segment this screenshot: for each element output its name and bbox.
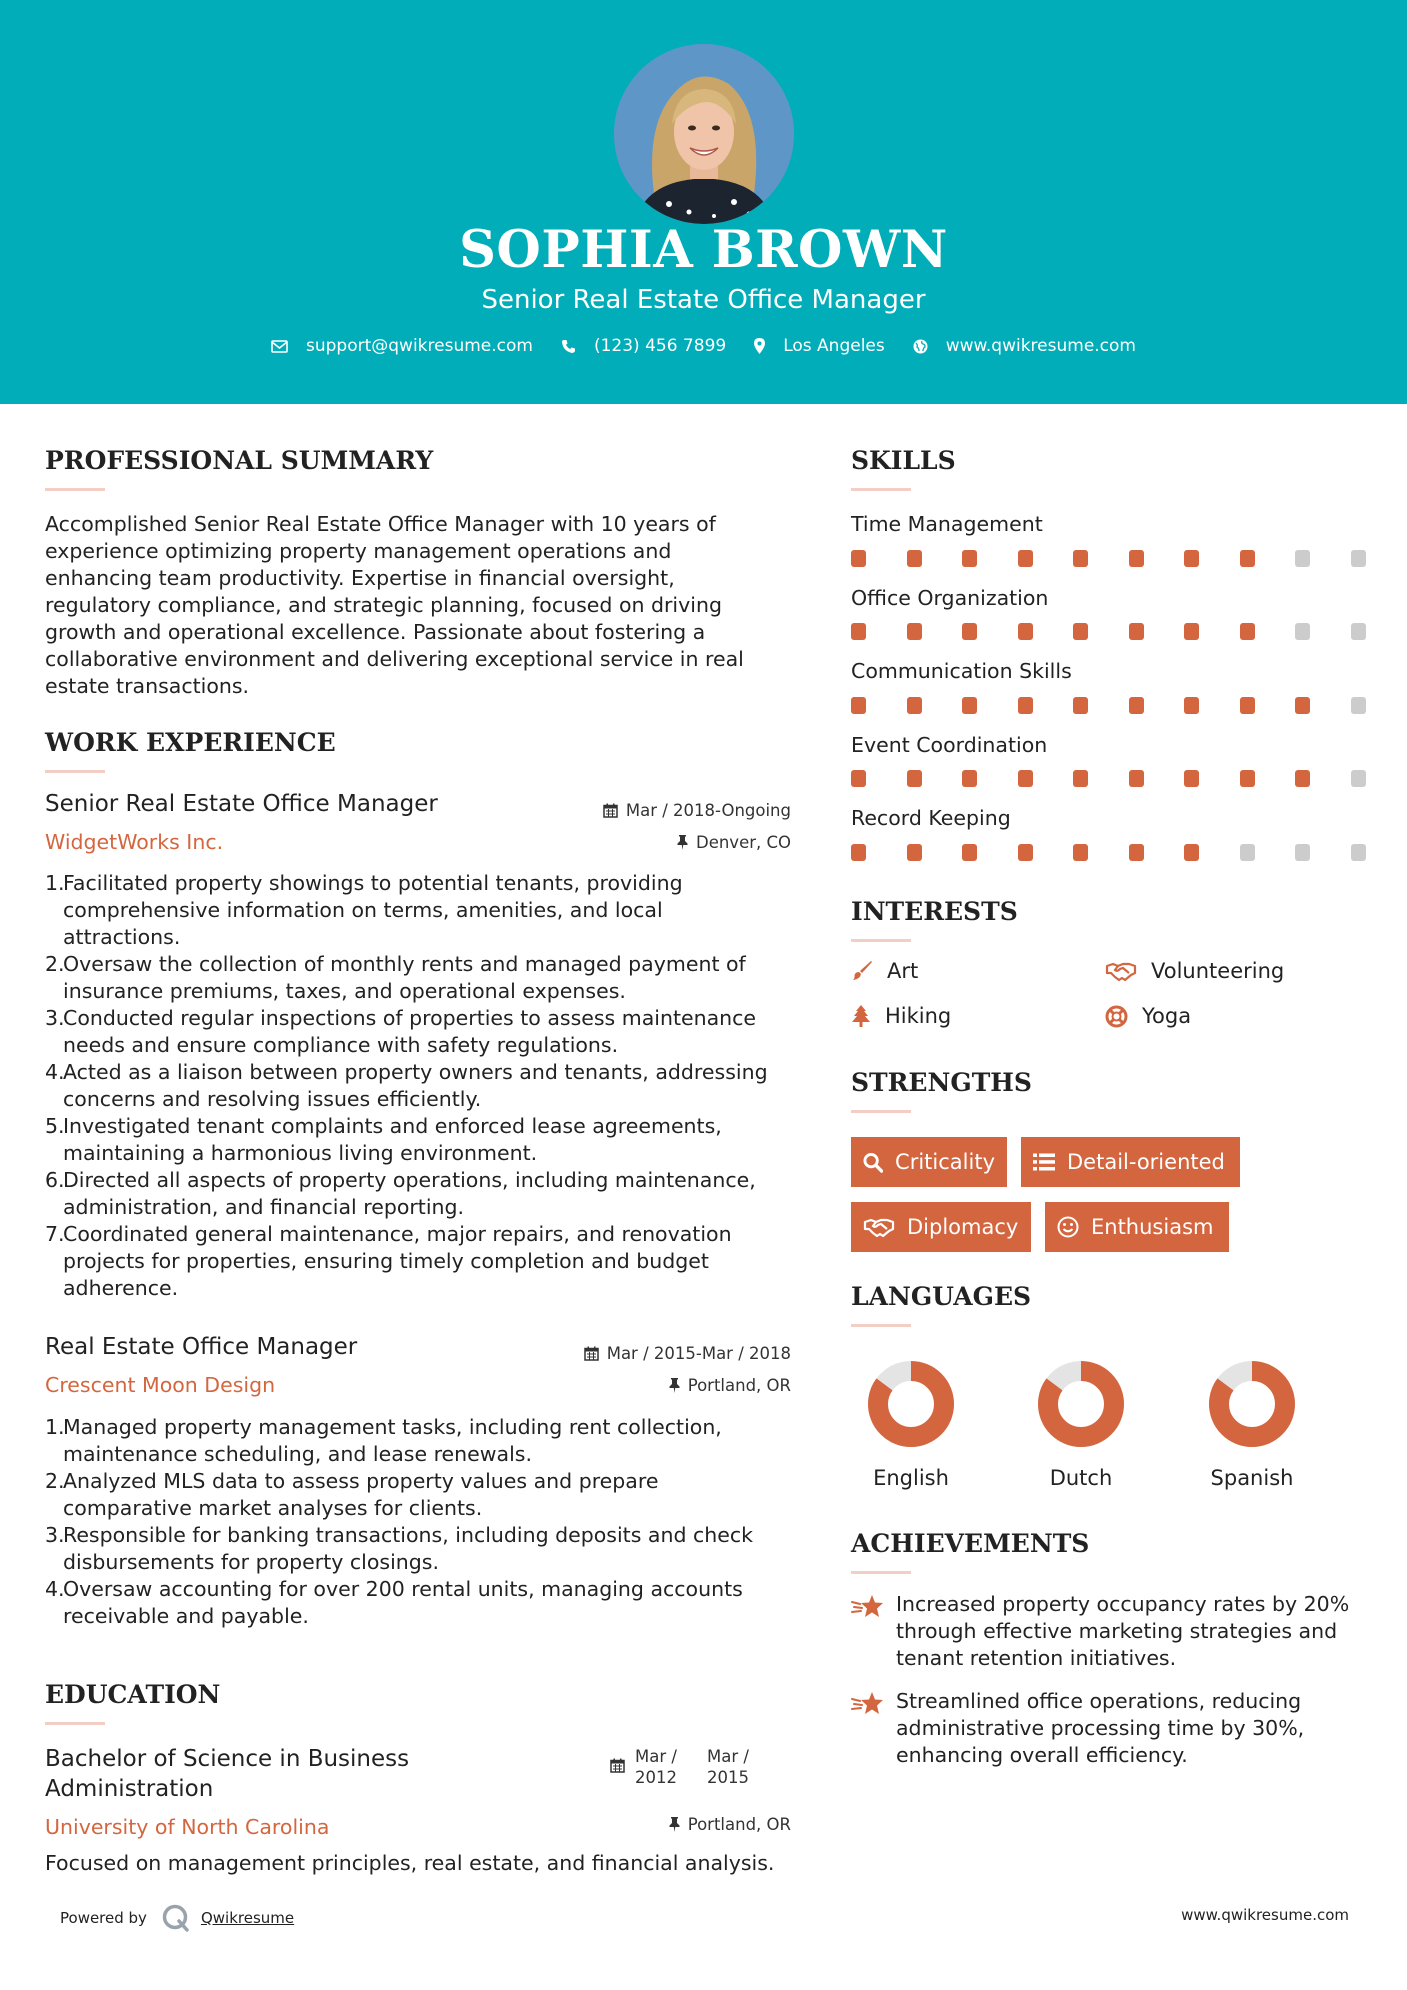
item-number: 4. — [45, 1577, 65, 1601]
skill-dot — [962, 623, 977, 640]
skill-rating — [851, 550, 1406, 567]
skill-name: Office Organization — [851, 586, 1049, 610]
skill-dot — [1351, 844, 1366, 861]
languages-divider — [851, 1324, 911, 1327]
powered-by — [60, 1903, 294, 1933]
skill-dot — [1129, 844, 1144, 861]
item-line: Responsible for banking transactions, including deposits and check — [63, 1523, 754, 1547]
item-line: Conducted regular inspections of properties to assess maintenance — [63, 1006, 757, 1030]
strengths-divider — [851, 1110, 911, 1113]
pushpin-icon — [669, 1817, 680, 1832]
skill-dot — [1295, 550, 1310, 567]
company-name: Crescent Moon Design — [45, 1373, 276, 1397]
list-icon — [1033, 1153, 1055, 1171]
skill-name: Time Management — [851, 512, 1043, 536]
globe-icon — [913, 339, 928, 354]
language-name: Spanish — [1210, 1466, 1294, 1490]
search-icon — [863, 1152, 883, 1173]
skill-dot — [1184, 770, 1199, 787]
calendar-icon — [610, 1758, 625, 1773]
achievement-item — [851, 1688, 1371, 1769]
school-name: University of North Carolina — [45, 1815, 330, 1839]
job-dates-text: Mar / 2015-Mar / 2018 — [606, 1344, 791, 1363]
skill-dot — [1240, 550, 1255, 567]
summary-line: enhancing team productivity. Expertise in financial oversight, — [45, 566, 675, 590]
experience-divider — [45, 770, 105, 773]
list-item — [45, 1468, 805, 1522]
skill-dot — [1184, 844, 1199, 861]
skill-dot — [1295, 770, 1310, 787]
skill-dot — [1018, 697, 1033, 714]
email-text: support@qwikresume.com — [306, 336, 533, 356]
item-line: attractions. — [63, 925, 181, 949]
item-number: 7. — [45, 1222, 65, 1246]
skill-dot — [851, 844, 866, 861]
end-line: Mar / — [707, 1747, 749, 1766]
skill-dot — [1073, 550, 1088, 567]
achievement-line: enhancing overall efficiency. — [896, 1743, 1188, 1767]
language-name: Dutch — [1049, 1466, 1113, 1490]
interest-label: Art — [887, 959, 919, 983]
list-item — [45, 870, 805, 951]
skill-dot — [907, 844, 922, 861]
list-item — [45, 1221, 805, 1302]
skill-dot — [907, 550, 922, 567]
item-line: projects for properties, ensuring timely completion and budget — [63, 1249, 709, 1273]
strength-tag — [1021, 1137, 1240, 1187]
item-number: 6. — [45, 1168, 65, 1192]
company-name: WidgetWorks Inc. — [45, 830, 224, 854]
achievements-heading: ACHIEVEMENTS — [851, 1529, 1090, 1558]
skill-dot — [962, 770, 977, 787]
item-line: administration, and financial reporting. — [63, 1195, 465, 1219]
skill-dot — [907, 697, 922, 714]
resume-header — [0, 0, 1407, 404]
skill-dot — [1018, 844, 1033, 861]
summary-divider — [45, 488, 105, 491]
candidate-title: Senior Real Estate Office Manager — [481, 285, 926, 315]
item-line: insurance premiums, taxes, and operational expenses. — [63, 979, 626, 1003]
powered-by-label: Powered by — [60, 1909, 147, 1927]
skill-dot — [851, 623, 866, 640]
candidate-name: SOPHIA BROWN — [459, 220, 948, 280]
interests-heading: INTERESTS — [851, 897, 1018, 926]
skill-dot — [1351, 623, 1366, 640]
skill-rating — [851, 697, 1406, 714]
interest-hiking — [851, 1004, 951, 1028]
list-item — [45, 1522, 805, 1576]
skill-dot — [1295, 623, 1310, 640]
item-number: 2. — [45, 952, 65, 976]
skill-dot — [1018, 550, 1033, 567]
shooting-star-icon — [851, 1593, 884, 1619]
calendar-icon — [584, 1346, 599, 1361]
skills-heading: SKILLS — [851, 446, 956, 475]
skill-name: Communication Skills — [851, 659, 1072, 683]
job-location — [677, 833, 791, 852]
end-line: 2015 — [707, 1768, 749, 1787]
website-text: www.qwikresume.com — [945, 336, 1136, 356]
interest-label: Volunteering — [1151, 959, 1285, 983]
paintbrush-icon — [851, 960, 873, 982]
item-number: 4. — [45, 1060, 65, 1084]
interest-volunteering — [1105, 959, 1284, 983]
skill-dot — [1018, 623, 1033, 640]
item-line: Oversaw accounting for over 200 rental units, managing accounts — [63, 1577, 743, 1601]
job-dates-text: Mar / 2018-Ongoing — [625, 801, 791, 820]
skill-dot — [1184, 697, 1199, 714]
summary-text — [45, 511, 805, 700]
handshake-icon — [863, 1216, 895, 1238]
item-line: concerns and resolving issues efficiently. — [63, 1087, 482, 1111]
start-line: 2012 — [635, 1768, 677, 1787]
item-line: Directed all aspects of property operations, including maintenance, — [63, 1168, 756, 1192]
skill-dot — [1351, 550, 1366, 567]
job-title: Senior Real Estate Office Manager — [45, 791, 438, 817]
shooting-star-icon — [851, 1690, 884, 1716]
education-divider — [45, 1722, 105, 1725]
skill-dot — [962, 550, 977, 567]
skill-name: Record Keeping — [851, 806, 1011, 830]
handshake-icon — [1105, 960, 1137, 982]
item-line: Acted as a liaison between property owners and tenants, addressing — [63, 1060, 768, 1084]
education-description: Focused on management principles, real estate, and financial analysis. — [45, 1851, 775, 1875]
skill-dot — [1129, 550, 1144, 567]
strength-tag — [851, 1202, 1031, 1252]
list-item — [45, 1059, 805, 1113]
item-number: 5. — [45, 1114, 65, 1138]
skill-rating — [851, 844, 1406, 861]
skill-dot — [1073, 770, 1088, 787]
smile-icon — [1057, 1216, 1079, 1238]
item-line: Coordinated general maintenance, major repairs, and renovation — [63, 1222, 732, 1246]
language-donut — [868, 1361, 954, 1447]
list-item — [45, 1005, 805, 1059]
summary-heading: PROFESSIONAL SUMMARY — [45, 446, 434, 475]
experience-heading: WORK EXPERIENCE — [45, 728, 336, 757]
strength-label: Detail-oriented — [1067, 1150, 1225, 1174]
contact-location — [754, 336, 885, 356]
item-line: maintaining a harmonious living environment. — [63, 1141, 538, 1165]
skill-dot — [907, 770, 922, 787]
item-number: 2. — [45, 1469, 65, 1493]
calendar-icon — [603, 803, 618, 818]
list-item — [45, 1113, 805, 1167]
item-number: 1. — [45, 1415, 65, 1439]
qwikresume-link[interactable]: Qwikresume — [200, 1909, 295, 1927]
strength-tag — [1045, 1202, 1229, 1252]
skill-dot — [851, 697, 866, 714]
item-line: maintenance scheduling, and lease renewals. — [63, 1442, 532, 1466]
achievement-line: Increased property occupancy rates by 20% — [896, 1592, 1350, 1616]
language-donut — [1209, 1361, 1295, 1447]
skill-rating — [851, 623, 1406, 640]
skill-dot — [851, 770, 866, 787]
strengths-heading: STRENGTHS — [851, 1068, 1032, 1097]
interest-art — [851, 959, 918, 983]
skill-dot — [851, 550, 866, 567]
skill-rating — [851, 770, 1406, 787]
skill-dot — [1018, 770, 1033, 787]
qwikresume-logo-icon — [161, 1903, 191, 1933]
item-line: Facilitated property showings to potential tenants, providing — [63, 871, 683, 895]
summary-line: collaborative environment and delivering exceptional service in real — [45, 647, 744, 671]
job-location-text: Denver, CO — [695, 833, 791, 852]
skill-dot — [962, 697, 977, 714]
skill-dot — [1073, 697, 1088, 714]
profile-photo — [614, 44, 794, 224]
skill-dot — [1240, 770, 1255, 787]
skill-name: Event Coordination — [851, 733, 1048, 757]
job-dates — [584, 1344, 791, 1363]
strength-tag — [851, 1137, 1007, 1187]
interest-label: Yoga — [1142, 1004, 1192, 1028]
interest-yoga — [1105, 1004, 1191, 1028]
start-line: Mar / — [635, 1747, 677, 1766]
item-line: receivable and payable. — [63, 1604, 309, 1628]
item-number: 1. — [45, 871, 65, 895]
achievements-divider — [851, 1571, 911, 1574]
skill-dot — [1240, 844, 1255, 861]
education-heading: EDUCATION — [45, 1680, 221, 1709]
achievement-line: tenant retention initiatives. — [896, 1646, 1177, 1670]
list-item — [45, 1414, 805, 1468]
item-line: Investigated tenant complaints and enforced lease agreements, — [63, 1114, 722, 1138]
degree-title — [45, 1744, 409, 1804]
achievement-text — [896, 1688, 1304, 1769]
education-location — [669, 1815, 791, 1834]
summary-line: experience optimizing property management operations and — [45, 539, 672, 563]
skill-dot — [1184, 623, 1199, 640]
summary-line: growth and operational excellence. Passionate about fostering a — [45, 620, 706, 644]
language-name: English — [873, 1466, 949, 1490]
job-location-text: Portland, OR — [687, 1376, 791, 1395]
pushpin-icon — [677, 835, 688, 850]
interest-label: Hiking — [885, 1004, 952, 1028]
job-dates — [603, 801, 791, 820]
item-line: Oversaw the collection of monthly rents and managed payment of — [63, 952, 746, 976]
job-title: Real Estate Office Manager — [45, 1334, 358, 1360]
skill-dot — [907, 623, 922, 640]
contact-email[interactable] — [271, 336, 533, 356]
languages-heading: LANGUAGES — [851, 1282, 1032, 1311]
item-line: disbursements for property closings. — [63, 1550, 439, 1574]
summary-line: regulatory compliance, and strategic planning, focused on driving — [45, 593, 722, 617]
summary-line: estate transactions. — [45, 674, 250, 698]
tree-icon — [851, 1005, 871, 1027]
education-start — [635, 1746, 707, 1788]
education-location-text: Portland, OR — [687, 1815, 791, 1834]
item-line: comprehensive information on terms, amenities, and local — [63, 898, 663, 922]
contact-website[interactable] — [913, 336, 1136, 356]
skill-dot — [1129, 770, 1144, 787]
job-responsibilities — [45, 1414, 805, 1630]
skill-dot — [1129, 697, 1144, 714]
map-pin-icon — [754, 338, 765, 354]
skill-dot — [1295, 697, 1310, 714]
item-line: Managed property management tasks, including rent collection, — [63, 1415, 722, 1439]
skill-dot — [1351, 697, 1366, 714]
strength-label: Criticality — [895, 1150, 995, 1174]
education-dates — [610, 1746, 749, 1788]
skill-dot — [1240, 697, 1255, 714]
skills-divider — [851, 488, 911, 491]
contact-phone[interactable] — [561, 336, 726, 356]
skill-dot — [1295, 844, 1310, 861]
job-responsibilities — [45, 870, 805, 1302]
education-end — [707, 1746, 749, 1788]
strength-label: Enthusiasm — [1091, 1215, 1214, 1239]
skill-dot — [1351, 770, 1366, 787]
achievement-line: Streamlined office operations, reducing — [896, 1689, 1302, 1713]
language-donut — [1038, 1361, 1124, 1447]
item-number: 3. — [45, 1523, 65, 1547]
job-location — [669, 1376, 791, 1395]
item-line: comparative market analyses for clients. — [63, 1496, 483, 1520]
list-item — [45, 1167, 805, 1221]
list-item — [45, 1576, 805, 1630]
achievement-line: through effective marketing strategies and — [896, 1619, 1338, 1643]
phone-icon — [561, 339, 576, 354]
location-text: Los Angeles — [783, 336, 885, 356]
summary-line: Accomplished Senior Real Estate Office Manager with 10 years of — [45, 512, 716, 536]
skill-dot — [1184, 550, 1199, 567]
interests-divider — [851, 939, 911, 942]
footer-url[interactable]: www.qwikresume.com — [1181, 1906, 1349, 1924]
pushpin-icon — [669, 1378, 680, 1393]
item-line: needs and ensure compliance with safety regulations. — [63, 1033, 619, 1057]
envelope-icon — [271, 340, 288, 353]
degree-line: Bachelor of Science in Business — [45, 1746, 410, 1772]
contact-row — [0, 336, 1407, 356]
achievement-line: administrative processing time by 30%, — [896, 1716, 1305, 1740]
item-line: adherence. — [63, 1276, 179, 1300]
phone-text: (123) 456 7899 — [593, 336, 727, 356]
item-number: 3. — [45, 1006, 65, 1030]
lifebuoy-icon — [1105, 1005, 1128, 1028]
list-item — [45, 951, 805, 1005]
achievement-text — [896, 1591, 1349, 1672]
skill-dot — [1129, 623, 1144, 640]
strength-label: Diplomacy — [907, 1215, 1019, 1239]
skill-dot — [962, 844, 977, 861]
achievement-item — [851, 1591, 1371, 1672]
item-line: Analyzed MLS data to assess property values and prepare — [63, 1469, 659, 1493]
degree-line: Administration — [45, 1776, 214, 1802]
skill-dot — [1240, 623, 1255, 640]
skill-dot — [1073, 623, 1088, 640]
skill-dot — [1073, 844, 1088, 861]
